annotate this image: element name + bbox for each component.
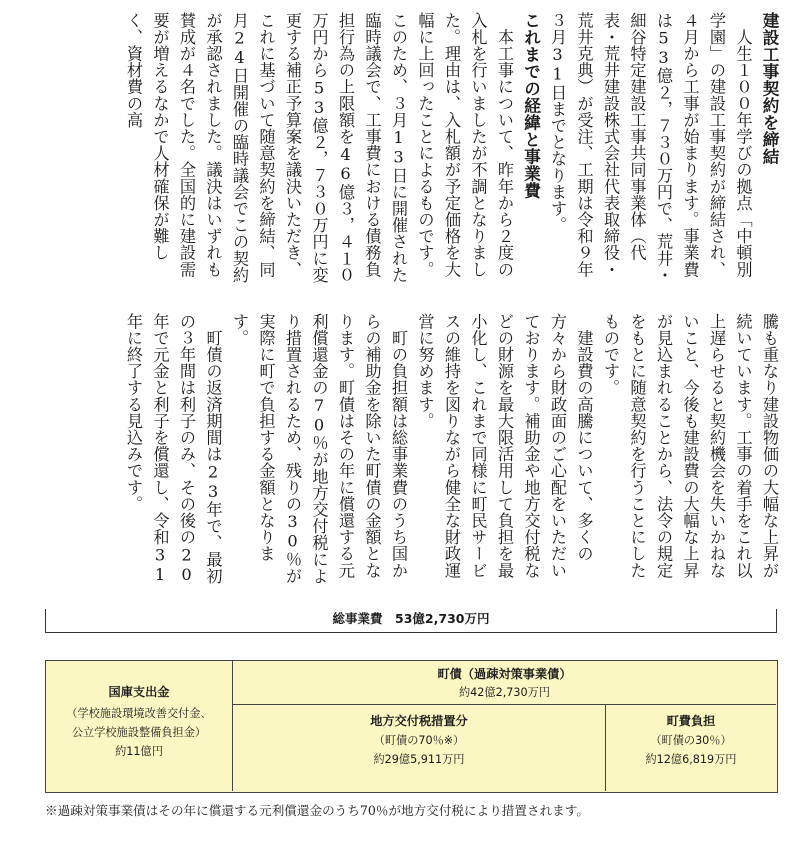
- national-subsidy-detail-1: （学校施設環境改善交付金、: [66, 707, 212, 720]
- national-subsidy-detail-2: 公立学校施設整備負担金）: [71, 726, 207, 739]
- footnote: ※過疎対策事業債はその年に償還する元利償還金のうち70％が地方交付税により措置されます。: [45, 803, 589, 818]
- tax-allocation-amount: 約29億5,911万円: [373, 753, 465, 766]
- paragraph-background: 本工事について、昨年から２度の入札を行いましたが不調となりました。理由は、入札額が予定価格を大幅に上回ったことによるものです。このため、３月13日に開催された臨時議会で、工事費における債務負担行為の上限額を46億３，４１０万円から53億２，７３０万円に変更する補正予算案を議決いただき、これに基づいて随意契約を締結、同月24日開催の臨時議会でこの契約が承認されました。議決はいずれも賛成が４名でした。全国的に建設需要が増えるなかで人材確保が難しく、資材費の高: [124, 12, 514, 284]
- paragraph-repayment: 町債の返済期間は23年で、最初の３年間は利子のみ、その後の20年で元金と利子を償還し、令和31年に終了する見込みです。: [124, 313, 223, 585]
- national-subsidy-amount: 約11億円: [115, 745, 163, 758]
- national-subsidy-title: 国庫支出金: [108, 685, 170, 699]
- upper-article-block: [22, 12, 782, 288]
- cell-town-bond: [233, 661, 776, 705]
- heading-contract: 建設工事契約を締結: [760, 12, 779, 165]
- town-bond-title: 町債（過疎対策事業債）: [437, 667, 572, 681]
- total-cost-text: 総事業費 53億2,730万円: [323, 611, 500, 626]
- town-burden-amount: 約12億6,819万円: [645, 753, 737, 766]
- town-bond-amount: 約42億2,730万円: [458, 686, 550, 699]
- lower-article-block: [22, 313, 782, 589]
- tax-allocation-ratio: （町債の70％※）: [373, 734, 465, 747]
- town-burden-title: 町費負担: [666, 714, 716, 728]
- cell-tax-allocation: [233, 705, 606, 791]
- paragraph-contract: 人生１００年学びの拠点「中頓別学園」の建設工事契約が締結され、４月から工事が始まります。事業費は53億２，７３０万円で、荒井・細谷特定建設工事共同事業体（代表・荒井建設株式会社代表取締役・荒井克典）が受注、工期は令和９年３月31日までとなります。: [548, 12, 753, 284]
- cell-national-subsidy: [46, 661, 233, 791]
- paragraph-town-burden: 町の負担額は総事業費のうち国からの補助金を除いた町債の金額となります。町債はその年に償還する元利償還金の70％が地方交付税により措置されるため、残りの30％が実際に町で負担する金額となります。: [230, 313, 408, 585]
- cell-town-burden: [606, 705, 776, 791]
- funding-diagram: [45, 660, 778, 793]
- tax-allocation-title: 地方交付税措置分: [370, 714, 468, 728]
- paragraph-continuation: 騰も重なり建設物価の大幅な上昇が続いています。工事の着手をこれ以上遅らせると契約機会を失いかねないこと、今後も建設費の大幅な上昇が見込まれることから、法令の規定をもとに随意契約を行うことにしたものです。: [601, 313, 779, 579]
- total-cost-label: [45, 609, 777, 629]
- heading-background: これまでの経緯と事業費: [521, 12, 541, 199]
- town-burden-ratio: （町債の30％）: [650, 734, 732, 747]
- paragraph-finance: 建設費の高騰について、多くの方々から財政面のご心配をいただいております。補助金や地方交付税などの財源を最大限活用して負担を最小化し、これまで同様に町民サービスの維持を図りながら健全な財政運営に努めます。: [415, 313, 594, 579]
